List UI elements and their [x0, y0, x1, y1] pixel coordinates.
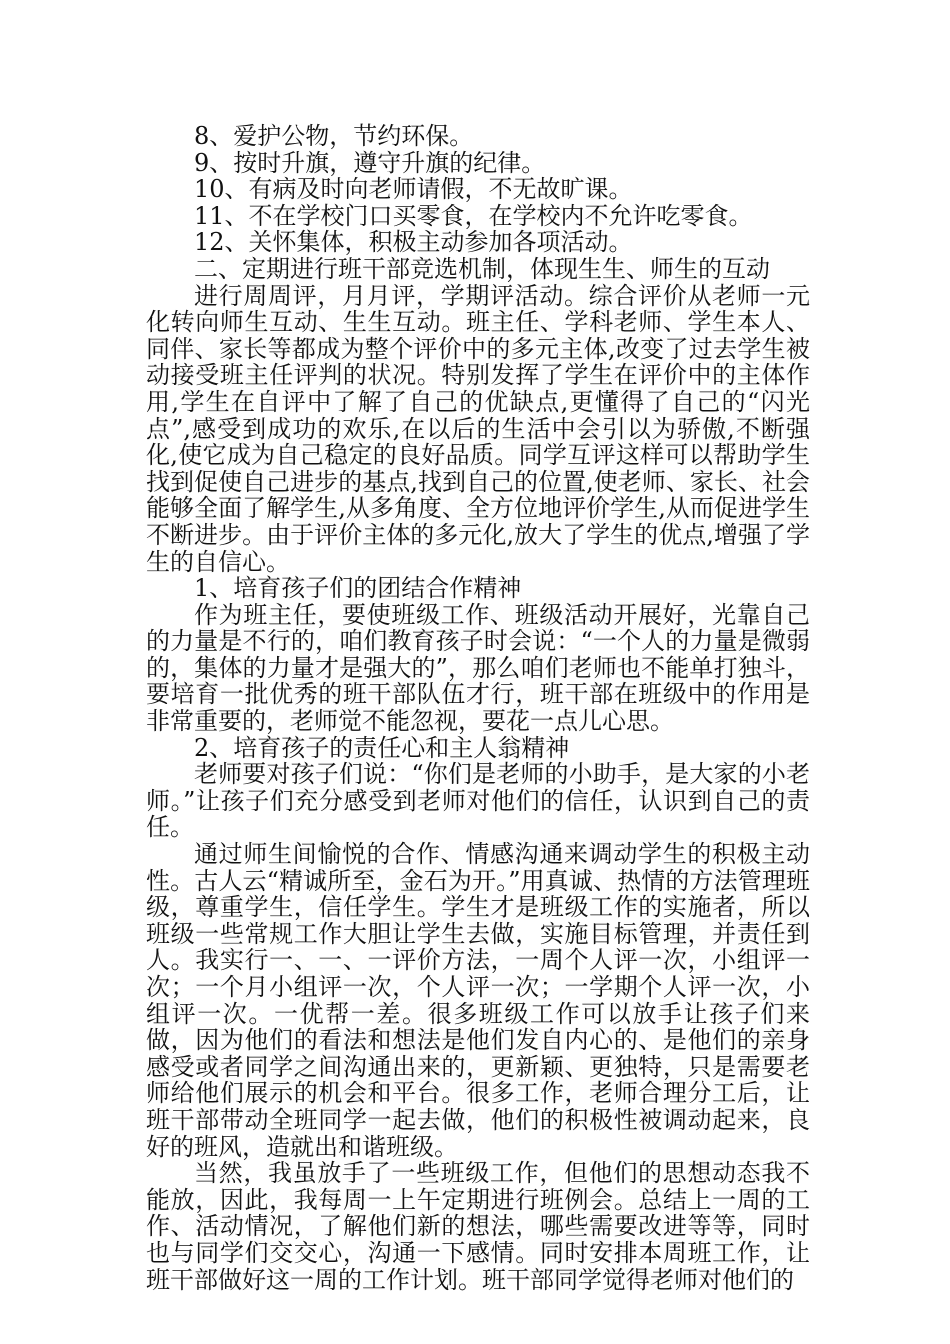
paragraph-rule-10: 10、有病及时向老师请假，不无故旷课。 — [194, 175, 633, 204]
paragraph-class-meeting: 当然，我虽放手了一些班级工作，但他们的思想动态我不能放，因此，我每周一上午定期进行班例会。总结上一周的工作、活动情况，了解他们新的想法，哪些需要改进等等，同时也与同学们交交心，沟通一下感情。同时安排本周班工作，让班干部做好这一周的工作计划。班干部同学觉得老师对他们的 — [146, 1159, 810, 1294]
paragraph-teamwork: 作为班主任，要使班级工作、班级活动开展好，光靠自己的力量是不行的，咱们教育孩子时会说：“一个人的力量是微弱的，集体的力量才是强大的”，那么咱们老师也不能单打独斗，要培育一批优秀的班干部队伍才行，班干部在班级中的作用是非常重要的，老师觉不能忽视，要花一点儿心思。 — [146, 600, 810, 736]
paragraph-rule-11: 11、不在学校门口买零食，在学校内不允许吃零食。 — [194, 201, 753, 230]
paragraph-responsibility: 老师要对孩子们说：“你们是老师的小助手，是大家的小老师。”让孩子们充分感受到老师对他们的信任，认识到自己的责任。 — [146, 760, 810, 842]
document-body — [146, 123, 810, 1293]
paragraph-rule-8: 8、爱护公物，节约环保。 — [194, 122, 474, 150]
subheading-responsibility: 2、培育孩子的责任心和主人翁精神 — [194, 733, 570, 762]
paragraph-cooperation: 通过师生间愉悦的合作、情感沟通来调动学生的积极主动性。古人云“精诚所至，金石为开。”用真诚、热情的方法管理班级，尊重学生，信任学生。学生才是班级工作的实施者，所以班级一些常规工作大胆让学生去做，实施目标管理，并责任到人。我实行一、一、一评价方法，一周个人评一次，小组评一次；一个月小组评一次，个人评一次；一学期个人评一次，小组评一次。一优帮一差。很多班级工作可以放手让孩子们来做，因为他们的看法和想法是他们发自内心的、是他们的亲身感受或者同学之间沟通出来的，更新颖、更独特，只是需要老师给他们展示的机会和平台。很多工作，老师合理分工后，让班干部带动全班同学一起去做，他们的积极性被调动起来，良好的班风，造就出和谐班级。 — [146, 840, 810, 1161]
section-heading-2: 二、定期进行班干部竞选机制，体现生生、师生的互动 — [194, 254, 770, 283]
paragraph-rule-9: 9、按时升旗，遵守升旗的纪律。 — [194, 148, 546, 177]
subheading-teamwork: 1、培育孩子们的团结合作精神 — [194, 574, 522, 603]
paragraph-rule-12: 12、关怀集体，积极主动参加各项活动。 — [194, 228, 633, 257]
paragraph-evaluation: 进行周周评，月月评，学期评活动。综合评价从老师一元化转向师生互动、生生互动。班主任、学科老师、学生本人、同伴、家长等都成为整个评价中的多元主体,改变了过去学生被动接受班主任评判的状况。特别发挥了学生在评价中的主体作用,学生在自评中了解了自己的优缺点,更懂得了自己的“闪光点”,感受到成功的欢乐,在以后的生活中会引以为骄傲,不断强化,使它成为自己稳定的良好品质。同学互评这样可以帮助学生找到促使自己进步的基点,找到自己的位置,使老师、家长、社会能够全面了解学生,从多角度、全方位地评价学生,从而促进学生不断进步。由于评价主体的多元化,放大了学生的优点,增强了学生的自信心。 — [146, 281, 810, 576]
